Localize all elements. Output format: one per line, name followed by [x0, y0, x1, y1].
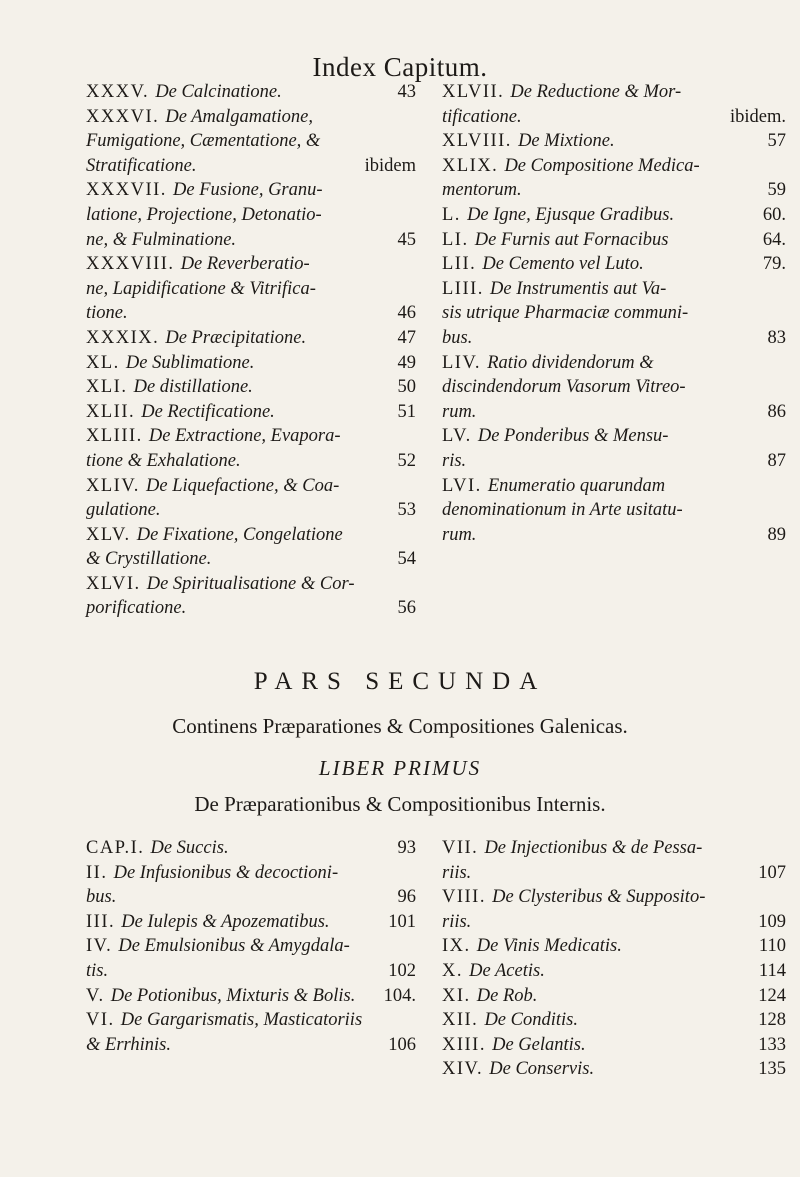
index-entry: [86, 375, 416, 400]
chapter-number: XL.: [86, 352, 126, 373]
chapter-title-line: De Calcinatione.: [155, 82, 282, 102]
page-number: 54: [397, 549, 416, 570]
chapter-number: LV.: [442, 426, 478, 447]
chapter-title-line: De Potionibus, Mixturis & Bolis.: [110, 985, 356, 1006]
chapter-number: IX.: [442, 936, 477, 957]
page-number: 110: [758, 936, 786, 957]
chapter-title-line: De Sublimatione.: [125, 352, 255, 373]
chapter-title-line: De Rob.: [476, 985, 538, 1006]
chapter-title-line: De Iulepis & Apozematibus.: [121, 911, 330, 932]
chapter-title-line: De Ponderibus & Mensu-: [477, 426, 669, 447]
page-number: 89: [767, 524, 786, 545]
page-number: 86: [767, 401, 786, 422]
bottom-columns: [86, 836, 786, 1082]
chapter-title-line: riis.: [442, 911, 472, 932]
chapter-title-line: ris.: [442, 450, 467, 471]
chapter-number: XLIV.: [86, 475, 147, 496]
chapter-title-line: De Reductione & Mor-: [510, 82, 682, 102]
page-number: 51: [397, 401, 416, 422]
index-entry: [86, 424, 416, 473]
index-entry: [86, 910, 416, 935]
chapter-title-line: De Extractione, Evapora-: [148, 426, 341, 447]
index-entry: [442, 836, 786, 885]
page-number: 56: [397, 598, 416, 619]
page-number: 87: [767, 450, 786, 471]
index-entry: [86, 351, 416, 376]
index-entry: [86, 836, 416, 861]
chapter-number: LIII.: [442, 278, 491, 299]
index-entry: [86, 984, 416, 1009]
chapter-title-line: De Gargarismatis, Masticatoriis: [120, 1010, 363, 1031]
chapter-title-line: De Succis.: [150, 838, 229, 858]
chapter-number: XXXVIII.: [86, 254, 181, 275]
chapter-number: VIII.: [442, 887, 493, 908]
index-entry: [86, 523, 416, 572]
index-entry: [442, 424, 786, 473]
chapter-number: II.: [86, 862, 114, 883]
chapter-title-line: De Reverberatio-: [180, 254, 310, 275]
index-entry: [86, 474, 416, 523]
chapter-title-line: De Cemento vel Luto.: [482, 254, 644, 275]
page-number: 64.: [762, 229, 786, 250]
chapter-title-line: De Clysteribus & Supposito-: [492, 887, 706, 908]
page-number: 102: [388, 960, 416, 981]
index-entry: [442, 1008, 786, 1033]
page-number: 50: [397, 377, 416, 398]
chapter-number: III.: [86, 911, 122, 932]
index-entry: [86, 105, 416, 179]
index-entry: [442, 984, 786, 1009]
chapter-number: XLIII.: [86, 426, 149, 447]
index-entry: [442, 228, 786, 253]
chapter-number: XLII.: [86, 401, 142, 422]
top-left-column: [86, 80, 416, 621]
index-entry: [442, 129, 786, 154]
top-columns: [86, 80, 786, 621]
index-entry: [86, 252, 416, 326]
chapter-title-line: De Fixatione, Congelatione: [136, 524, 343, 545]
page-number: 59: [767, 180, 786, 201]
bottom-right-column: [442, 836, 786, 1082]
index-entry: [442, 474, 786, 548]
index-entry: [442, 885, 786, 934]
index-entry: [442, 277, 786, 351]
chapter-title-line: denominationum in Arte usitatu-: [442, 500, 683, 521]
chapter-number: V.: [86, 985, 111, 1006]
chapter-title-line: Fumigatione, Cæmentatione, &: [86, 131, 321, 152]
page-number: 60.: [762, 204, 786, 225]
chapter-title-line: sis utrique Pharmaciæ communi-: [442, 303, 689, 324]
index-entry: [442, 252, 786, 277]
chapter-title-line: De Spiritualisatione & Cor-: [146, 573, 355, 594]
chapter-title-line: tis.: [86, 960, 109, 981]
page-number: 107: [758, 862, 786, 883]
index-entry: [86, 178, 416, 252]
chapter-title-line: ne, & Fulminatione.: [86, 229, 237, 250]
chapter-number: XIII.: [442, 1034, 493, 1055]
chapter-number: L.: [442, 204, 468, 225]
page-number: 45: [397, 229, 416, 250]
chapter-number: XLVII.: [442, 82, 511, 102]
section-title: PARS SECUNDA: [253, 668, 547, 695]
chapter-title-line: Enumeratio quarundam: [487, 475, 666, 496]
chapter-title-line: De Rectificatione.: [141, 401, 275, 422]
chapter-title-line: De Injectionibus & de Pessa-: [484, 838, 703, 858]
chapter-title-line: porificatione.: [86, 598, 187, 619]
chapter-number: IV.: [86, 936, 119, 957]
page-number: ibidem: [364, 155, 416, 176]
chapter-title-line: tione.: [86, 303, 128, 324]
page-number: 133: [758, 1034, 786, 1055]
chapter-title-line: tificatione.: [442, 106, 522, 127]
chapter-number: XIV.: [442, 1059, 490, 1080]
chapter-title-line: De Liquefactione, & Coa-: [146, 475, 340, 496]
chapter-title-line: De Igne, Ejusque Gradibus.: [467, 204, 675, 225]
page-number: 101: [388, 911, 416, 932]
chapter-number: CAP.I.: [86, 838, 151, 858]
page-number: 43: [397, 82, 416, 102]
page-number: 96: [397, 887, 416, 908]
page-header: Index Capitum.: [312, 52, 488, 82]
chapter-title-line: discindendorum Vasorum Vitreo-: [442, 377, 686, 398]
page-number: 104.: [383, 985, 416, 1006]
index-entry: [86, 326, 416, 351]
page-number: 93: [397, 838, 416, 858]
chapter-number: LVI.: [442, 475, 488, 496]
chapter-number: XLVI.: [86, 573, 147, 594]
index-entry: [442, 1057, 786, 1082]
chapter-number: XLIX.: [442, 155, 505, 176]
top-right-column: [442, 80, 786, 621]
index-entry: [86, 400, 416, 425]
index-entry: [442, 934, 786, 959]
chapter-number: LII.: [442, 254, 483, 275]
chapter-title-line: De Emulsionibus & Amygdala-: [118, 936, 350, 957]
index-entry: [442, 154, 786, 203]
chapter-title-line: rum.: [442, 401, 477, 422]
chapter-number: XXXVII.: [86, 180, 174, 201]
page-number: 79.: [762, 254, 786, 275]
chapter-title-line: riis.: [442, 862, 472, 883]
chapter-title-line: De Furnis aut Fornacibus: [474, 229, 669, 250]
chapter-title-line: tione & Exhalatione.: [86, 450, 241, 471]
chapter-number: XII.: [442, 1010, 485, 1031]
chapter-title-line: De distillatione.: [133, 377, 253, 398]
chapter-title-line: ne, Lapidificatione & Vitrifica-: [86, 278, 316, 299]
page-number: 106: [388, 1034, 416, 1055]
book-title: LIBER PRIMUS: [318, 756, 482, 780]
book-subtitle: De Præparationibus & Compositionibus Internis.: [194, 792, 606, 816]
index-entry: [86, 934, 416, 983]
page-number: 114: [758, 960, 786, 981]
chapter-title-line: Ratio dividendorum &: [487, 352, 654, 373]
chapter-title-line: rum.: [442, 524, 477, 545]
index-entry: [442, 959, 786, 984]
index-entry: [442, 203, 786, 228]
page-number: 128: [758, 1010, 786, 1031]
chapter-title-line: De Præcipitatione.: [165, 327, 307, 348]
chapter-number: XI.: [442, 985, 477, 1006]
page-number: 47: [397, 327, 416, 348]
chapter-title-line: De Conservis.: [489, 1059, 595, 1080]
page-number: 49: [397, 352, 416, 373]
page-number: 83: [767, 327, 786, 348]
chapter-title-line: De Conditis.: [484, 1010, 578, 1031]
chapter-number: XLV.: [86, 524, 137, 545]
chapter-title-line: De Acetis.: [469, 960, 545, 981]
chapter-title-line: mentorum.: [442, 180, 522, 201]
index-entry: [86, 1008, 416, 1057]
page-number: 46: [397, 303, 416, 324]
chapter-number: XLI.: [86, 377, 134, 398]
chapter-number: XXXIX.: [86, 327, 166, 348]
chapter-number: LIV.: [442, 352, 488, 373]
chapter-title-line: & Crystillatione.: [86, 549, 212, 570]
chapter-title-line: De Gelantis.: [492, 1034, 586, 1055]
chapter-title-line: bus.: [86, 887, 117, 908]
chapter-number: X.: [442, 960, 470, 981]
index-entry: [442, 351, 786, 425]
page-number: 53: [397, 500, 416, 521]
chapter-title-line: De Compositione Medica-: [504, 155, 700, 176]
page-number: ibidem.: [729, 106, 786, 127]
bottom-left-column: [86, 836, 416, 1082]
chapter-number: LI.: [442, 229, 475, 250]
chapter-title-line: & Errhinis.: [86, 1034, 171, 1055]
chapter-title-line: Stratificatione.: [86, 155, 197, 176]
chapter-number: XLVIII.: [442, 131, 519, 152]
chapter-number: XXXV.: [86, 82, 156, 102]
chapter-title-line: bus.: [442, 327, 473, 348]
index-entry: [442, 1033, 786, 1058]
chapter-title-line: gulatione.: [86, 500, 161, 521]
page-number: 52: [397, 450, 416, 471]
chapter-number: XXXVI.: [86, 106, 166, 127]
index-entry: [86, 572, 416, 621]
chapter-title-line: De Fusione, Granu-: [173, 180, 323, 201]
chapter-number: VII.: [442, 838, 485, 858]
section-subtitle: Continens Præparationes & Compositiones Galenicas.: [172, 714, 628, 738]
chapter-number: VI.: [86, 1010, 121, 1031]
chapter-title-line: De Mixtione.: [518, 131, 615, 152]
page-number: 124: [758, 985, 786, 1006]
page-number: 57: [767, 131, 786, 152]
page-number: 135: [758, 1059, 786, 1080]
chapter-title-line: De Amalgamatione,: [165, 106, 313, 127]
chapter-title-line: latione, Projectione, Detonatio-: [86, 204, 322, 225]
chapter-title-line: De Instrumentis aut Va-: [490, 278, 667, 299]
index-entry: [86, 80, 416, 105]
chapter-title-line: De Infusionibus & decoctioni-: [113, 862, 339, 883]
index-entry: [86, 861, 416, 910]
index-entry: [442, 80, 786, 129]
chapter-title-line: De Vinis Medicatis.: [476, 936, 622, 957]
page-number: 109: [758, 911, 786, 932]
